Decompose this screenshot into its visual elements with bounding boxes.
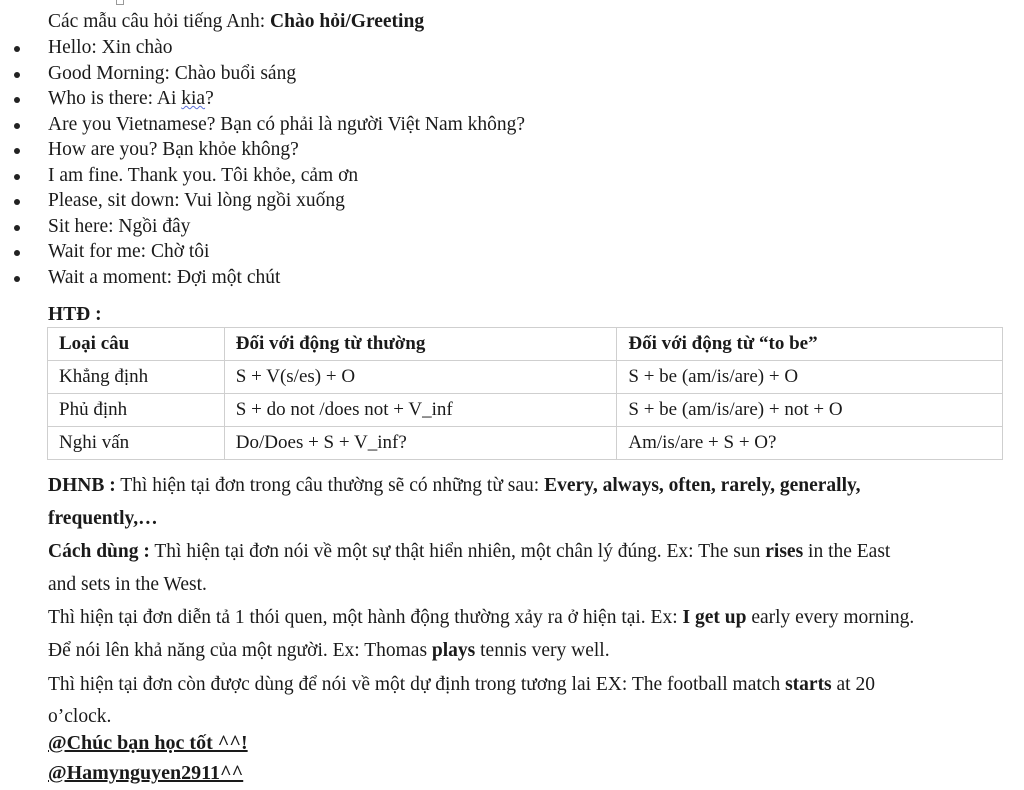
bullet-icon bbox=[14, 46, 20, 52]
table-cell: S + do not /does not + V_inf bbox=[224, 394, 617, 427]
bullet-icon bbox=[14, 250, 20, 256]
title-prefix: Các mẫu câu hỏi tiếng Anh: bbox=[48, 11, 271, 32]
usage-line-4: Để nói lên khả năng của một người. Ex: Thomas plays tennis very well. bbox=[48, 640, 610, 661]
table-cell: Do/Does + S + V_inf? bbox=[224, 427, 617, 460]
section-heading-htd: HTĐ : bbox=[48, 304, 102, 325]
table-row bbox=[48, 427, 1003, 460]
table-row bbox=[48, 394, 1003, 427]
spellcheck-underline: kia bbox=[181, 88, 206, 109]
table-cell: Am/is/are + S + O? bbox=[617, 427, 1003, 460]
table-cell: S + V(s/es) + O bbox=[224, 361, 617, 394]
list-item: Who is there: Ai kia? bbox=[0, 86, 525, 112]
list-item: Good Morning: Chào buổi sáng bbox=[0, 61, 525, 87]
dhnb-line-1: DHNB : Thì hiện tại đơn trong câu thường sẽ có những từ sau: Every, always, often, rarely, generally, bbox=[48, 475, 861, 496]
bullet-icon bbox=[14, 72, 20, 78]
table-header-row bbox=[48, 328, 1003, 361]
table-cell: Nghi vấn bbox=[48, 427, 225, 460]
page-title bbox=[48, 9, 424, 35]
bullet-icon bbox=[14, 174, 20, 180]
list-item: Hello: Xin chào bbox=[0, 35, 525, 61]
title-bold: Chào hỏi/Greeting bbox=[270, 11, 425, 32]
usage-line-5: Thì hiện tại đơn còn được dùng để nói về một dự định trong tương lai EX: The football match starts at 20 bbox=[48, 674, 875, 695]
usage-label: Cách dùng : bbox=[48, 541, 150, 562]
table-cell: S + be (am/is/are) + not + O bbox=[617, 394, 1003, 427]
dhnb-label: DHNB : bbox=[48, 475, 116, 496]
table-header-cell: Đối với động từ “to be” bbox=[617, 328, 1003, 361]
list-item: Wait for me: Chờ tôi bbox=[0, 239, 525, 265]
bullet-icon bbox=[14, 123, 20, 129]
tense-table bbox=[47, 327, 1003, 460]
list-item: Sit here: Ngồi đây bbox=[0, 214, 525, 240]
usage-line-1: Cách dùng : Thì hiện tại đơn nói về một sự thật hiển nhiên, một chân lý đúng. Ex: The sun rises in the East bbox=[48, 541, 891, 562]
bullet-icon bbox=[14, 225, 20, 231]
table-header-cell: Đối với động từ thường bbox=[224, 328, 617, 361]
bullet-icon bbox=[14, 148, 20, 154]
table-cell: Phủ định bbox=[48, 394, 225, 427]
table-row bbox=[48, 361, 1003, 394]
usage-line-6: o’clock. bbox=[48, 706, 112, 727]
greeting-list bbox=[0, 35, 525, 290]
bullet-icon bbox=[14, 276, 20, 282]
list-item: I am fine. Thank you. Tôi khỏe, cảm ơn bbox=[0, 163, 525, 189]
table-cell: Khẳng định bbox=[48, 361, 225, 394]
usage-line-3: Thì hiện tại đơn diễn tả 1 thói quen, một hành động thường xảy ra ở hiện tại. Ex: I get up early every morning. bbox=[48, 607, 915, 628]
usage-line-2: and sets in the West. bbox=[48, 574, 207, 595]
bullet-icon bbox=[14, 199, 20, 205]
bullet-icon bbox=[14, 97, 20, 103]
list-item: How are you? Bạn khỏe không? bbox=[0, 137, 525, 163]
table-cell: S + be (am/is/are) + O bbox=[617, 361, 1003, 394]
signature-line-2: @Hamynguyen2911^^ bbox=[48, 762, 244, 784]
table-header-cell: Loại câu bbox=[48, 328, 225, 361]
list-item: Wait a moment: Đợi một chút bbox=[0, 265, 525, 291]
text-corner-marker bbox=[116, 0, 124, 5]
signature-line-1: @Chúc bạn học tốt ^^! bbox=[48, 732, 248, 754]
dhnb-line-2: frequently,… bbox=[48, 508, 158, 529]
spellcheck-text: Ai kia? bbox=[156, 88, 214, 109]
list-item: Are you Vietnamese? Bạn có phải là người Việt Nam không? bbox=[0, 112, 525, 138]
list-item: Please, sit down: Vui lòng ngồi xuống bbox=[0, 188, 525, 214]
